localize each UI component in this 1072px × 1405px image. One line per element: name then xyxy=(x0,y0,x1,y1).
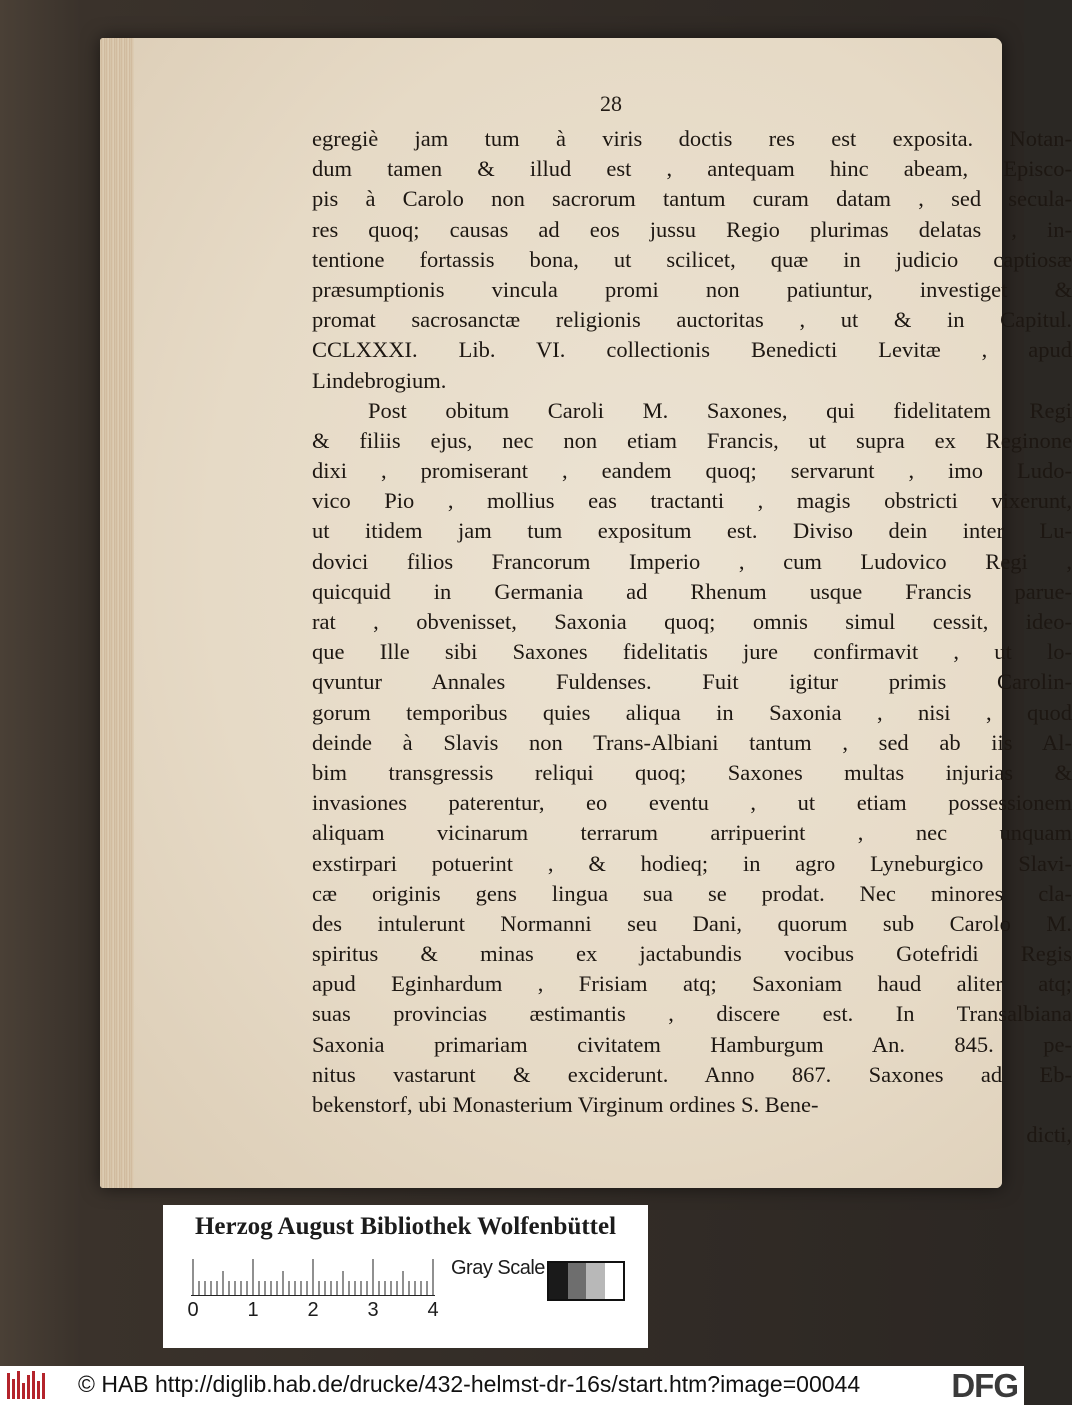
text-line: spiritus & minas ex jactabundis vocibus Gotefridi Regis xyxy=(312,941,1072,967)
grayscale-swatch xyxy=(586,1263,605,1299)
footer-bar xyxy=(0,1366,1024,1405)
grayscale-swatches xyxy=(547,1261,625,1301)
text-line: pis à Carolo non sacrorum tantum curam datam , sed secula- xyxy=(312,186,1072,212)
ruler-icon xyxy=(191,1257,435,1296)
text-line: rat , obvenisset, Saxonia quoq; omnis simul cessit, ideo- xyxy=(312,609,1072,634)
body-text xyxy=(312,124,1072,1150)
grayscale-swatch xyxy=(568,1263,587,1299)
text-line: dum tamen & illud est , antequam hinc abeam, Episco- xyxy=(312,156,1072,182)
text-line: apud Eginhardum , Frisiam atq; Saxoniam haud aliter atq; xyxy=(312,971,1072,997)
ruler-number: 0 xyxy=(187,1299,199,1321)
logo-bar xyxy=(22,1383,25,1399)
text-line: res quoq; causas ad eos jussu Regio plurimas delatas , in- xyxy=(312,216,1072,242)
text-line: qvuntur Annales Fuldenses. Fuit igitur primis Carolin- xyxy=(312,669,1072,695)
book-page xyxy=(100,38,1072,1188)
text-line: vico Pio , mollius eas tractanti , magis obstricti vixerunt, xyxy=(312,488,1072,514)
hab-logo-icon xyxy=(7,1371,47,1399)
logo-bar xyxy=(27,1375,30,1399)
text-line: & filiis ejus, nec non etiam Francis, ut supra ex Reginone xyxy=(312,427,1072,453)
grayscale-swatch xyxy=(549,1263,568,1299)
text-line: suas provincias æstimantis , discere est. In Transalbiana xyxy=(312,1001,1072,1027)
logo-bar xyxy=(37,1381,40,1399)
text-line: ut itidem jam tum expositum est. Diviso dein inter Lu- xyxy=(312,518,1072,544)
text-line: cæ originis gens lingua sua se prodat. Nec minores cla- xyxy=(312,880,1072,906)
ruler-number: 3 xyxy=(367,1299,379,1321)
text-line: bekenstorf, ubi Monasterium Virginum ordines S. Bene- xyxy=(312,1092,819,1117)
text-line: bim transgressis reliqui quoq; Saxones multas injurias & xyxy=(312,759,1072,785)
text-line: deinde à Slavis non Trans-Albiani tantum , sed ab iis Al- xyxy=(312,729,1072,755)
logo-bar xyxy=(7,1373,10,1399)
logo-bar xyxy=(17,1371,20,1399)
dfg-logo: DFG xyxy=(948,1367,1018,1405)
text-line: CCLXXXI. Lib. VI. collectionis Benedicti Levitæ , apud xyxy=(312,337,1072,363)
text-line: Post obitum Caroli M. Saxones, qui fidelitatem Regi xyxy=(368,397,1072,423)
text-line: quicquid in Germania ad Rhenum usque Francis parue- xyxy=(312,578,1072,604)
text-line: promat sacrosanctæ religionis auctoritas , ut & in Capitul. xyxy=(312,307,1072,333)
text-line: invasiones paterentur, eo eventu , ut etiam possessionem xyxy=(312,790,1072,816)
footer-source-link[interactable]: © HAB http://diglib.hab.de/drucke/432-helmst-dr-16s/start.htm?image=00044 xyxy=(78,1371,861,1397)
ruler-number: 2 xyxy=(307,1299,319,1321)
logo-bar xyxy=(32,1371,35,1399)
text-line: aliquam vicinarum terrarum arripuerint , nec unquam xyxy=(312,820,1072,846)
text-line: egregiè jam tum à viris doctis res est exposita. Notan- xyxy=(312,126,1072,151)
logo-bar xyxy=(42,1373,45,1399)
text-line: tentione fortassis bona, ut scilicet, quæ in judicio captiosæ xyxy=(312,246,1072,272)
text-line: præsumptionis vincula promi non patiuntur, investiget & xyxy=(312,276,1072,302)
text-line: que Ille sibi Saxones fidelitatis jure confirmavit , ut lo- xyxy=(312,639,1072,665)
text-line: dixi , promiserant , eandem quoq; servarunt , imo Ludo- xyxy=(312,458,1072,484)
logo-bar xyxy=(12,1379,15,1399)
color-calibration-card xyxy=(163,1205,648,1348)
library-name: Herzog August Bibliothek Wolfenbüttel xyxy=(194,1213,617,1240)
page-number: 28 xyxy=(600,91,622,116)
grayscale-swatch xyxy=(605,1263,624,1299)
grayscale-label: Gray Scale xyxy=(451,1257,545,1279)
text-line: dicti, xyxy=(1026,1122,1072,1148)
ruler-numbers xyxy=(187,1299,451,1325)
text-line: gorum temporibus quies aliqua in Saxonia , nisi , quod xyxy=(312,699,1072,725)
page-edges xyxy=(100,38,134,1188)
ruler-number: 4 xyxy=(427,1299,439,1321)
text-line: nitus vastarunt & exciderunt. Anno 867. Saxones ad Eb- xyxy=(312,1061,1072,1087)
text-line: Lindebrogium. xyxy=(312,367,447,393)
text-line: dovici filios Francorum Imperio , cum Ludovico Regi , xyxy=(312,548,1072,574)
text-line: Saxonia primariam civitatem Hamburgum An. 845. pe- xyxy=(312,1031,1072,1057)
text-line: des intulerunt Normanni seu Dani, quorum sub Carolo M. xyxy=(312,910,1072,936)
text-line: exstirpari potuerint , & hodieq; in agro Lyneburgico Slavi- xyxy=(312,850,1072,876)
ruler-number: 1 xyxy=(247,1299,259,1321)
